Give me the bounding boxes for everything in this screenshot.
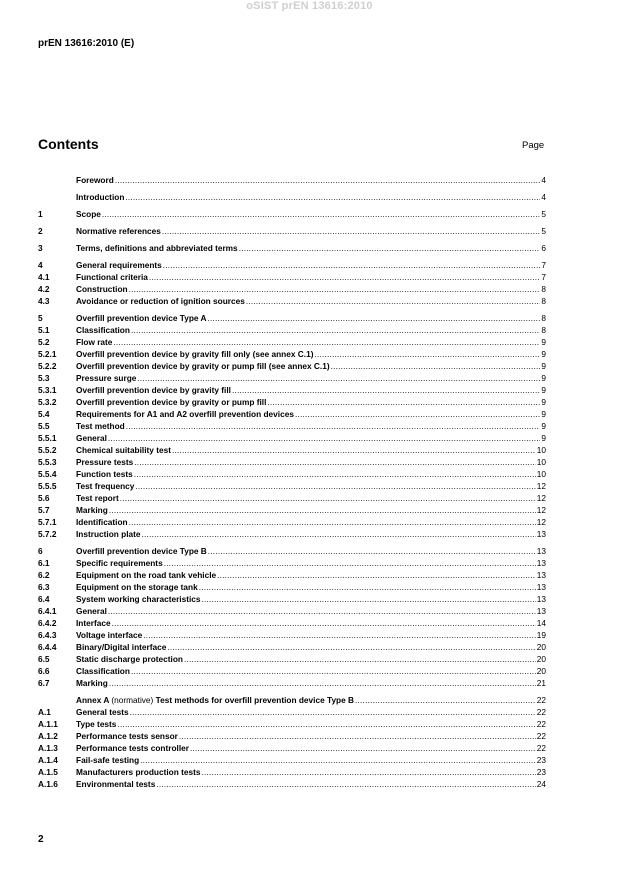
toc-leader-dots [199, 581, 536, 593]
toc-entry-title: Overfill prevention device by gravity or pump fill (see annex C.1) [76, 361, 330, 371]
toc-entry-page: 13 [536, 606, 546, 616]
toc-entry-title: Static discharge protection [76, 654, 183, 664]
toc-entry-number: A.1.3 [38, 743, 58, 753]
toc-entry[interactable] [38, 545, 546, 557]
toc-entry-page: 13 [536, 529, 546, 539]
toc-leader-dots [331, 360, 541, 372]
toc-entry-page: 12 [536, 517, 546, 527]
toc-leader-dots [120, 492, 536, 504]
toc-entry-number: 6.1 [38, 558, 50, 568]
toc-entry-number: 5.5.5 [38, 481, 57, 491]
toc-leader-dots [201, 766, 535, 778]
toc-entry-title: Instruction plate [76, 529, 141, 539]
toc-entry[interactable] [38, 492, 546, 504]
toc-entry-title: Voltage interface [76, 630, 143, 640]
toc-entry-title: Test method [76, 421, 125, 431]
toc-entry-title: Performance tests sensor [76, 731, 178, 741]
toc-entry-title: Overfill prevention device Type A [76, 313, 207, 323]
toc-entry-page: 10 [536, 457, 546, 467]
toc-entry-number: 5.3.1 [38, 385, 57, 395]
toc-entry-title: Equipment on the road tank vehicle [76, 570, 217, 580]
toc-entry-title: Marking [76, 678, 108, 688]
toc-entry-number: 5.3.2 [38, 397, 57, 407]
toc-entry[interactable] [38, 605, 546, 617]
toc-leader-dots [208, 312, 541, 324]
toc-entry-number: 5.4 [38, 409, 50, 419]
toc-entry-page: 13 [536, 594, 546, 604]
toc-entry[interactable] [38, 456, 546, 468]
toc-entry-page: 4 [541, 192, 546, 202]
toc-entry[interactable] [38, 629, 546, 641]
toc-leader-dots [149, 271, 540, 283]
toc-entry-page: 9 [541, 349, 546, 359]
toc-entry-number: 6.4.1 [38, 606, 57, 616]
toc-entry-page: 19 [536, 630, 546, 640]
toc-entry-title: Equipment on the storage tank [76, 582, 198, 592]
toc-entry-number: 5.7 [38, 505, 50, 515]
toc-entry-page: 22 [536, 719, 546, 729]
toc-entry-number: 5.5.4 [38, 469, 57, 479]
toc-entry-title: Overfill prevention device Type B [76, 546, 207, 556]
toc-entry[interactable] [38, 295, 546, 307]
toc-leader-dots [232, 384, 540, 396]
toc-entry-title: Pressure tests [76, 457, 134, 467]
toc-entry-title: Requirements for A1 and A2 overfill prevention devices [76, 409, 294, 419]
toc-entry-page: 7 [541, 272, 546, 282]
toc-entry-number: 4.2 [38, 284, 50, 294]
toc-entry-page: 23 [536, 767, 546, 777]
toc-entry[interactable] [38, 348, 546, 360]
toc-entry-page: 13 [536, 570, 546, 580]
toc-entry[interactable] [38, 569, 546, 581]
toc-entry-number: 5.1 [38, 325, 50, 335]
toc-entry-title: Performance tests controller [76, 743, 189, 753]
toc-entry-page: 13 [536, 558, 546, 568]
toc-leader-dots [202, 593, 536, 605]
toc-entry-title: Scope [76, 209, 101, 219]
toc-entry[interactable] [38, 516, 546, 528]
toc-entry[interactable] [38, 754, 546, 766]
toc-entry-number: A.1.6 [38, 779, 58, 789]
toc-entry-page: 9 [541, 361, 546, 371]
toc-entry-title: Interface [76, 618, 111, 628]
toc-leader-dots [130, 706, 536, 718]
toc-entry-title: Construction [76, 284, 128, 294]
toc-leader-dots [217, 569, 536, 581]
toc-entry[interactable] [38, 593, 546, 605]
page-number: 2 [38, 834, 44, 845]
toc-entry[interactable] [38, 694, 546, 706]
toc-entry-title: Overfill prevention device by gravity fill only (see annex C.1) [76, 349, 314, 359]
toc-leader-dots [295, 408, 540, 420]
toc-leader-dots [108, 432, 540, 444]
toc-leader-dots [125, 191, 540, 203]
toc-leader-dots [246, 295, 541, 307]
toc-entry-number: 6 [38, 546, 43, 556]
toc-entry-title: Identification [76, 517, 128, 527]
toc-leader-dots [163, 259, 541, 271]
toc-entry-page: 9 [541, 421, 546, 431]
toc-entry-number: 4.1 [38, 272, 50, 282]
toc-leader-dots [140, 754, 536, 766]
toc-entry[interactable] [38, 444, 546, 456]
toc-entry[interactable] [38, 706, 546, 718]
toc-entry[interactable] [38, 653, 546, 665]
toc-entry-page: 22 [536, 743, 546, 753]
toc-leader-dots [126, 420, 541, 432]
toc-leader-dots [184, 653, 536, 665]
toc-entry[interactable] [38, 432, 546, 444]
toc-entry[interactable] [38, 528, 546, 540]
toc-entry[interactable] [38, 504, 546, 516]
toc-entry-title: Normative references [76, 226, 161, 236]
toc-leader-dots [134, 468, 536, 480]
toc-leader-dots [190, 742, 536, 754]
toc-entry-page: 6 [541, 243, 546, 253]
toc-entry-number: 5.7.1 [38, 517, 57, 527]
toc-entry[interactable] [38, 581, 546, 593]
toc-entry-number: 6.5 [38, 654, 50, 664]
toc-entry-page: 10 [536, 445, 546, 455]
toc-entry-page: 13 [536, 546, 546, 556]
toc-leader-dots [131, 665, 536, 677]
toc-entry-page: 8 [541, 284, 546, 294]
toc-entry-title: General [76, 606, 107, 616]
toc-entry-title: Fail-safe testing [76, 755, 140, 765]
toc-entry-number: 5.5.2 [38, 445, 57, 455]
toc-entry[interactable] [38, 271, 546, 283]
toc-entry[interactable] [38, 384, 546, 396]
page-column-label: Page [522, 140, 545, 151]
toc-entry[interactable] [38, 420, 546, 432]
toc-entry-number: 6.4.2 [38, 618, 57, 628]
document-id: prEN 13616:2010 (E) [38, 38, 135, 49]
toc-entry-title [76, 694, 354, 706]
toc-entry-page: 22 [536, 707, 546, 717]
toc-entry[interactable] [38, 617, 546, 629]
toc-leader-dots [109, 677, 536, 689]
toc-entry-title: Introduction [76, 192, 125, 202]
toc-entry-title: Manufacturers production tests [76, 767, 201, 777]
contents-heading: Contents [38, 136, 99, 152]
toc-leader-dots [131, 324, 540, 336]
toc-entry-page: 21 [536, 678, 546, 688]
toc-entry-number: 4.3 [38, 296, 50, 306]
toc-entry-number: 6.4 [38, 594, 50, 604]
toc-entry-number: 5.2.1 [38, 349, 57, 359]
toc-leader-dots [102, 208, 540, 220]
toc-leader-dots [355, 694, 536, 706]
toc-leader-dots [143, 629, 536, 641]
toc-entry-number: A.1.2 [38, 731, 58, 741]
toc-entry[interactable] [38, 312, 546, 324]
toc-entry-page: 24 [536, 779, 546, 789]
toc-entry-page: 23 [536, 755, 546, 765]
toc-entry-page: 14 [536, 618, 546, 628]
toc-entry-page: 20 [536, 666, 546, 676]
toc-entry-number: 5.2 [38, 337, 50, 347]
toc-entry[interactable] [38, 360, 546, 372]
toc-leader-dots [117, 718, 535, 730]
toc-entry[interactable] [38, 174, 546, 186]
toc-entry-page: 20 [536, 654, 546, 664]
toc-entry-title: Avoidance or reduction of ignition sources [76, 296, 245, 306]
toc-entry-title: Terms, definitions and abbreviated terms [76, 243, 238, 253]
toc-entry[interactable] [38, 557, 546, 569]
toc-leader-dots [267, 396, 540, 408]
toc-entry-title: Pressure surge [76, 373, 137, 383]
toc-leader-dots [112, 617, 536, 629]
toc-entry-page: 12 [536, 493, 546, 503]
toc-entry-page: 7 [541, 260, 546, 270]
toc-entry-number: 5.6 [38, 493, 50, 503]
toc-entry-page: 5 [541, 209, 546, 219]
toc-entry-page: 9 [541, 373, 546, 383]
toc-entry-number: 6.4.3 [38, 630, 57, 640]
toc-entry-title: Environmental tests [76, 779, 156, 789]
toc-entry[interactable] [38, 208, 546, 220]
toc-entry-number: 5.2.2 [38, 361, 57, 371]
toc-entry-title: Foreword [76, 175, 114, 185]
toc-entry-title-rest: Test methods for overfill prevention device Type B [155, 695, 355, 705]
toc-entry-title: Chemical suitability test [76, 445, 171, 455]
toc-entry-number: 5 [38, 313, 43, 323]
toc-entry-page: 9 [541, 433, 546, 443]
toc-entry[interactable] [38, 225, 546, 237]
toc-entry-page: 8 [541, 296, 546, 306]
toc-entry[interactable] [38, 468, 546, 480]
toc-entry-title: Marking [76, 505, 108, 515]
toc-entry-title: Type tests [76, 719, 117, 729]
toc-entry-title: Specific requirements [76, 558, 163, 568]
toc-leader-dots [179, 730, 536, 742]
toc-entry-number: 5.3 [38, 373, 50, 383]
toc-entry-number: 3 [38, 243, 43, 253]
toc-entry-title-normative: (normative) [111, 695, 154, 705]
watermark: oSIST prEN 13616:2010 [246, 0, 373, 12]
toc-entry-page: 22 [536, 731, 546, 741]
toc-leader-dots [162, 225, 541, 237]
toc-leader-dots [208, 545, 536, 557]
toc-entry-page: 13 [536, 582, 546, 592]
toc-leader-dots [135, 480, 535, 492]
toc-entry[interactable] [38, 730, 546, 742]
toc-entry[interactable] [38, 766, 546, 778]
toc-entry-page: 4 [541, 175, 546, 185]
toc-entry-number: A.1.5 [38, 767, 58, 777]
toc-leader-dots [129, 516, 536, 528]
toc-leader-dots [172, 444, 536, 456]
toc-leader-dots [142, 528, 536, 540]
toc-leader-dots [167, 641, 535, 653]
toc-entry-title: General requirements [76, 260, 162, 270]
toc-entry[interactable] [38, 259, 546, 271]
toc-entry-title: General [76, 433, 107, 443]
toc-leader-dots [115, 174, 541, 186]
toc-entry-title: Function tests [76, 469, 133, 479]
toc-entry-page: 5 [541, 226, 546, 236]
toc-entry-page: 20 [536, 642, 546, 652]
toc-entry-number: A.1 [38, 707, 51, 717]
toc-entry-title: System working characteristics [76, 594, 201, 604]
toc-leader-dots [164, 557, 536, 569]
toc-entry-number: 6.7 [38, 678, 50, 688]
toc-entry[interactable] [38, 718, 546, 730]
toc-entry-title: Test report [76, 493, 119, 503]
toc-leader-dots [239, 242, 541, 254]
toc-entry-number: 6.4.4 [38, 642, 57, 652]
toc-entry[interactable] [38, 408, 546, 420]
toc-entry[interactable] [38, 336, 546, 348]
toc-entry[interactable] [38, 480, 546, 492]
toc-entry-title: Classification [76, 666, 130, 676]
toc-entry[interactable] [38, 677, 546, 689]
toc-entry-page: 8 [541, 313, 546, 323]
toc-entry-page: 10 [536, 469, 546, 479]
toc-entry-title: General tests [76, 707, 129, 717]
toc-entry-title: Functional criteria [76, 272, 148, 282]
toc-entry-number: 2 [38, 226, 43, 236]
toc-entry-page: 8 [541, 325, 546, 335]
toc-entry-page: 12 [536, 481, 546, 491]
toc-entry-title: Overfill prevention device by gravity or pump fill [76, 397, 267, 407]
toc-entry-number: 5.7.2 [38, 529, 57, 539]
toc-entry[interactable] [38, 641, 546, 653]
toc-entry-number: 4 [38, 260, 43, 270]
toc-entry[interactable] [38, 372, 546, 384]
toc-entry[interactable] [38, 283, 546, 295]
toc-entry-page: 9 [541, 385, 546, 395]
toc-entry-number: 6.2 [38, 570, 50, 580]
toc-entry-number: 5.5.1 [38, 433, 57, 443]
toc-entry-title: Test frequency [76, 481, 135, 491]
toc-entry-title: Overfill prevention device by gravity fill [76, 385, 231, 395]
toc-leader-dots [108, 605, 536, 617]
toc-entry[interactable] [38, 242, 546, 254]
toc-entry-number: 6.6 [38, 666, 50, 676]
toc-entry-number: A.1.4 [38, 755, 58, 765]
toc-entry-page: 9 [541, 409, 546, 419]
toc-leader-dots [134, 456, 536, 468]
toc-entry-page: 22 [536, 695, 546, 705]
toc-leader-dots [156, 778, 535, 790]
toc-entry-number: A.1.1 [38, 719, 58, 729]
toc-entry-page: 12 [536, 505, 546, 515]
toc-entry-number: 6.3 [38, 582, 50, 592]
toc-entry-title-annex: Annex A [76, 695, 110, 705]
toc-entry-title: Binary/Digital interface [76, 642, 167, 652]
toc-leader-dots [137, 372, 540, 384]
toc-entry-number: 5.5 [38, 421, 50, 431]
toc-entry[interactable] [38, 742, 546, 754]
toc-entry[interactable] [38, 665, 546, 677]
toc-entry-page: 9 [541, 337, 546, 347]
toc-entry[interactable] [38, 396, 546, 408]
toc-entry-title: Flow rate [76, 337, 113, 347]
toc-entry-page: 9 [541, 397, 546, 407]
toc-entry-title: Classification [76, 325, 130, 335]
toc-entry-number: 5.5.3 [38, 457, 57, 467]
toc-leader-dots [113, 336, 540, 348]
toc-entry[interactable] [38, 324, 546, 336]
toc-entry-number: 1 [38, 209, 43, 219]
toc-leader-dots [314, 348, 540, 360]
toc-leader-dots [129, 283, 541, 295]
toc-entry[interactable] [38, 191, 546, 203]
table-of-contents [38, 174, 546, 790]
toc-entry[interactable] [38, 778, 546, 790]
toc-leader-dots [109, 504, 536, 516]
